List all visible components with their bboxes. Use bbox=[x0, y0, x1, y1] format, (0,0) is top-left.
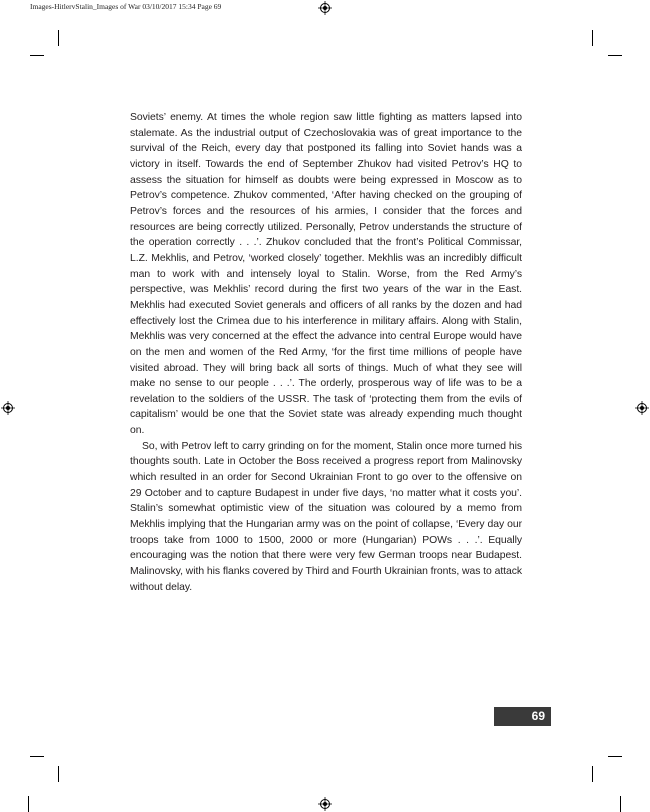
crop-mark bbox=[30, 756, 44, 757]
paragraph: Soviets’ enemy. At times the whole region saw little fighting as matters lapsed into stalemate. As the industrial output of Czechoslovakia was of great importance to the survival of the Reich, every day that postponed its falling into Soviet hands was a victory in itself. Towards the end of September Zhukov had visited Petrov’s HQ to assess the situation for himself as doubts were being expressed in Moscow as to Petrov’s competence. Zhukov commented, ‘After having checked on the grouping of Petrov’s forces and the resources of his armies, I consider that the forces and resources are being correctly utilized. Personally, Petrov understands the structure of the operation correctly . . .’. Zhukov concluded that the front’s Political Commissar, L.Z. Mekhlis, and Petrov, ‘worked closely’ together. Mekhlis was an incredibly difficult man to work with and intensely loyal to Stalin. Worse, from the Red Army’s perspective, was Mekhlis’ record during the first two years of the war in the East. Mekhlis had executed Soviet generals and officers of all ranks by the dozen and had effectively lost the Crimea due to his interference in military affairs. Along with Stalin, Mekhlis was very concerned at the effect the advance into central Europe would have on the men and women of the Red Army, ‘for the first time millions of people have visited abroad. They will bring back all sorts of things. Much of what they see will make no sense to our people . . .’. The orderly, prosperous way of life was to be a revelation to the soldiers of the USSR. The task of ‘protecting them from the evils of capitalism’ would be one that the Soviet state was already expending much thought on. bbox=[130, 112, 522, 437]
crop-mark bbox=[592, 30, 593, 46]
registration-mark-icon bbox=[1, 401, 15, 415]
crop-mark bbox=[28, 796, 29, 812]
crop-mark bbox=[58, 766, 59, 782]
registration-mark-icon bbox=[635, 401, 649, 415]
crop-mark bbox=[608, 756, 622, 757]
crop-mark bbox=[58, 30, 59, 46]
body-text bbox=[130, 110, 522, 595]
crop-mark bbox=[608, 55, 622, 56]
crop-mark bbox=[592, 766, 593, 782]
page-number: 69 bbox=[494, 707, 551, 726]
crop-mark bbox=[620, 796, 621, 812]
registration-mark-icon bbox=[318, 797, 332, 811]
crop-mark bbox=[30, 55, 44, 56]
print-slug-line: Images-HitlervStalin_Images of War 03/10/2017 15:34 Page 69 bbox=[30, 2, 222, 11]
paragraph: So, with Petrov left to carry grinding on for the moment, Stalin once more turned his thoughts south. Late in October the Boss received a progress report from Malinovsky which resulted in an order for Second Ukrainian Front to go over to the offensive on 29 October and to capture Budapest in under five days, ‘no matter what it costs you’. Stalin’s somewhat optimistic view of the situation was coloured by a memo from Mekhlis implying that the Hungarian army was on the point of collapse, ‘Every day our troops take from 1000 to 1500, 2000 or more (Hungarian) POWs . . .’. Equally encouraging was the notion that there were very few German troops near Budapest. Malinovsky, with his flanks covered by Third and Fourth Ukrainian fronts, was to attack without delay. bbox=[130, 440, 523, 593]
registration-mark-icon bbox=[318, 1, 332, 15]
